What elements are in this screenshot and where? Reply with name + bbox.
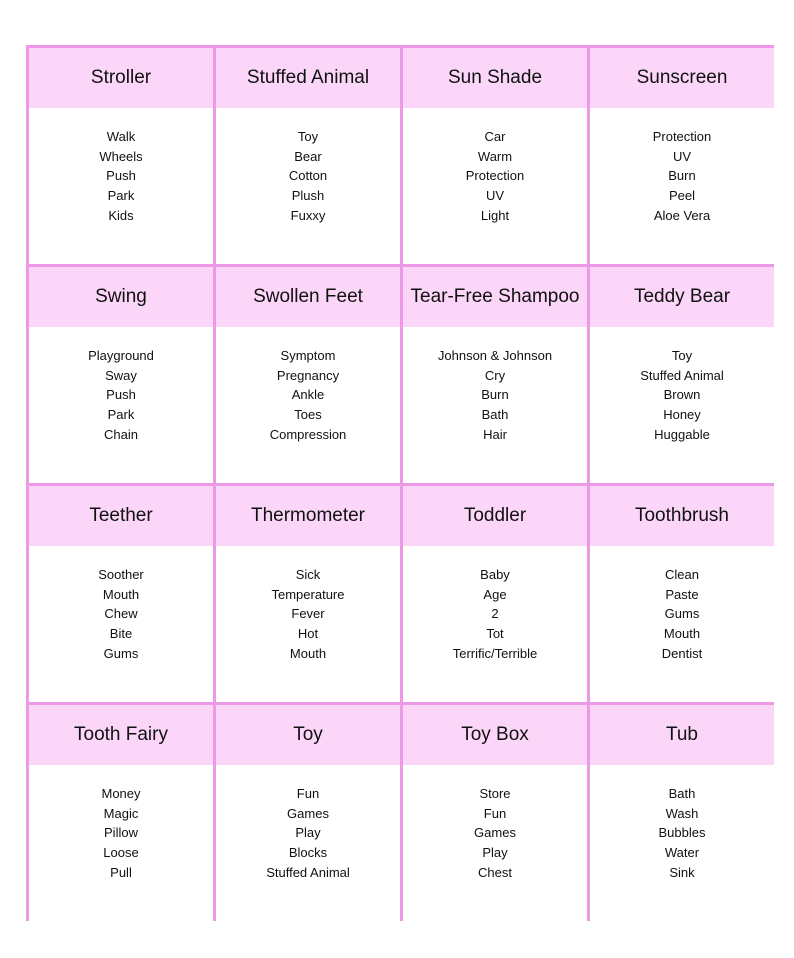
card-title: Stroller [90, 67, 152, 88]
card-header [590, 705, 774, 765]
card-clue: Mouth [663, 626, 701, 642]
card-clue: Sink [669, 864, 695, 880]
card-clue: Loose [103, 845, 139, 861]
card-header [403, 48, 587, 108]
card-title: Thermometer [250, 505, 366, 526]
card-sheet [26, 45, 774, 921]
card-clue: Compression [269, 426, 347, 442]
card-clue: Park [107, 188, 135, 204]
card-clue: Protection [652, 129, 712, 144]
card-header [29, 486, 213, 546]
card-title: Toothbrush [634, 505, 729, 526]
card-clue: Money [101, 786, 141, 801]
card-header [590, 48, 774, 108]
card-header [403, 267, 587, 327]
card-clue: Toy [671, 348, 693, 363]
card-clue: Soother [98, 567, 144, 582]
card-clue-list [29, 327, 213, 445]
card-clue-list [590, 765, 774, 883]
card-title: Toddler [463, 505, 527, 526]
word-card [403, 486, 587, 702]
card-title: Stuffed Animal [246, 67, 370, 88]
card-clue-list [403, 327, 587, 445]
card-clue: Water [664, 845, 700, 861]
card-clue: Mouth [102, 586, 140, 602]
card-clue: Fun [296, 786, 320, 801]
card-clue: Toes [294, 407, 322, 423]
word-card [216, 48, 400, 264]
card-clue: Stuffed Animal [266, 864, 350, 880]
card-clue: Blocks [288, 845, 328, 861]
card-clue: Light [480, 207, 510, 223]
card-clue: Bite [109, 626, 133, 642]
card-title: Tooth Fairy [74, 724, 168, 745]
card-clue: Ankle [291, 387, 325, 403]
card-clue: Bath [668, 786, 696, 801]
card-clue-list [590, 108, 774, 226]
card-clue: UV [672, 148, 692, 164]
card-clue: Cotton [288, 168, 328, 184]
card-clue: Bubbles [658, 825, 706, 841]
card-clue: Symptom [280, 348, 336, 363]
card-clue: Hot [297, 626, 319, 642]
card-clue: Aloe Vera [653, 207, 711, 223]
word-card [216, 267, 400, 483]
card-header [216, 486, 400, 546]
card-clue: Warm [477, 148, 513, 164]
card-clue-list [403, 765, 587, 883]
card-clue: Age [483, 586, 507, 602]
card-clue: Push [106, 387, 136, 403]
card-title: Sunscreen [636, 67, 728, 88]
card-clue: Sway [105, 367, 137, 383]
card-clue: Tot [486, 626, 504, 642]
card-clue: Magic [103, 805, 139, 821]
word-card [29, 48, 213, 264]
card-title: Tub [665, 724, 699, 745]
card-clue-list [590, 327, 774, 445]
card-clue: Bear [294, 148, 322, 164]
card-header [29, 705, 213, 765]
card-clue: Play [295, 825, 321, 841]
card-header [590, 486, 774, 546]
card-clue: Mouth [289, 645, 327, 661]
card-clue: Terrific/Terrible [452, 645, 538, 661]
card-clue: Brown [663, 387, 701, 403]
card-clue: Games [474, 825, 516, 841]
card-clue: Protection [465, 168, 525, 184]
card-clue: Temperature [271, 586, 345, 602]
card-clue: 2 [491, 606, 499, 622]
card-header [216, 705, 400, 765]
word-card [590, 486, 774, 702]
card-clue-list [29, 546, 213, 664]
card-clue-list [403, 546, 587, 664]
card-title: Swing [95, 286, 147, 307]
card-clue-list [590, 546, 774, 664]
card-clue: UV [485, 188, 505, 204]
card-clue-list [29, 765, 213, 883]
card-clue: Wash [665, 805, 699, 821]
word-card [590, 48, 774, 264]
word-card [590, 705, 774, 921]
word-card [403, 705, 587, 921]
card-clue: Cry [484, 367, 506, 383]
card-header [216, 48, 400, 108]
card-clue: Park [107, 407, 135, 423]
card-clue: Toy [297, 129, 319, 144]
card-header [590, 267, 774, 327]
card-title: Teddy Bear [633, 286, 731, 307]
card-clue: Dentist [661, 645, 703, 661]
card-clue-list [403, 108, 587, 226]
card-clue: Chain [104, 426, 138, 442]
card-clue-list [216, 546, 400, 664]
card-clue: Pull [110, 864, 132, 880]
card-clue: Kids [108, 207, 134, 223]
card-clue: Plush [291, 188, 325, 204]
card-clue: Car [484, 129, 506, 144]
card-clue: Pillow [104, 825, 138, 841]
card-header [216, 267, 400, 327]
card-clue: Sick [295, 567, 321, 582]
card-title: Toy Box [461, 724, 529, 745]
card-title: Teether [89, 505, 153, 526]
word-card [29, 486, 213, 702]
card-clue: Burn [481, 387, 509, 403]
word-card [29, 705, 213, 921]
word-card [216, 486, 400, 702]
card-clue: Fuxxy [290, 207, 326, 223]
card-clue: Store [479, 786, 511, 801]
card-clue-list [216, 327, 400, 445]
card-clue: Games [287, 805, 329, 821]
card-clue: Baby [480, 567, 510, 582]
card-header [403, 705, 587, 765]
card-clue: Walk [106, 129, 136, 144]
card-clue: Stuffed Animal [640, 367, 724, 383]
card-clue: Play [482, 845, 508, 861]
card-clue: Paste [665, 586, 699, 602]
card-header [29, 267, 213, 327]
word-card [403, 267, 587, 483]
card-title: Tear-Free Shampoo [410, 286, 580, 307]
card-clue: Hair [483, 426, 507, 442]
card-clue: Playground [88, 348, 154, 363]
card-clue: Gums [664, 606, 700, 622]
word-card [590, 267, 774, 483]
card-clue: Pregnancy [276, 367, 340, 383]
card-clue: Gums [103, 645, 139, 661]
card-clue-list [29, 108, 213, 226]
card-clue: Honey [663, 407, 701, 423]
card-title: Swollen Feet [253, 286, 363, 307]
card-clue-list [216, 108, 400, 226]
card-clue: Johnson & Johnson [437, 348, 553, 363]
card-clue: Wheels [99, 148, 143, 164]
card-clue-list [216, 765, 400, 883]
card-clue: Peel [668, 188, 696, 204]
word-card [403, 48, 587, 264]
card-clue: Chest [478, 864, 512, 880]
card-clue: Fun [483, 805, 507, 821]
card-header [29, 48, 213, 108]
card-header [403, 486, 587, 546]
card-clue: Bath [481, 407, 509, 423]
card-clue: Chew [104, 606, 138, 622]
word-card [29, 267, 213, 483]
card-clue: Fever [291, 606, 325, 622]
card-clue: Huggable [654, 426, 710, 442]
card-clue: Push [106, 168, 136, 184]
card-title: Sun Shade [447, 67, 543, 88]
word-card [216, 705, 400, 921]
card-title: Toy [293, 724, 323, 745]
card-clue: Clean [665, 567, 699, 582]
card-clue: Burn [668, 168, 696, 184]
